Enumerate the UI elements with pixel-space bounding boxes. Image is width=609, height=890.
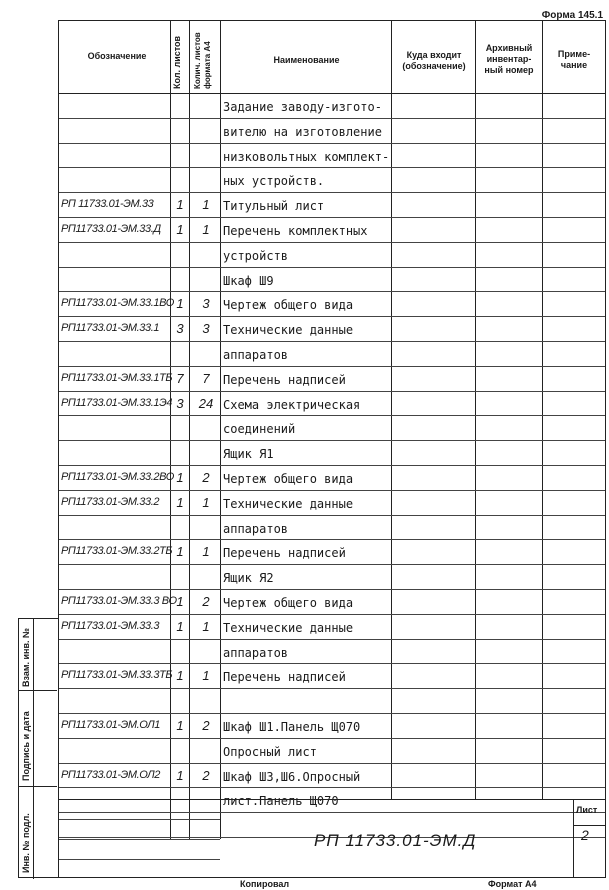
row-sheets-count: 1 <box>176 594 184 609</box>
row-designation: РП11733.01-ЭМ.33.3 ВО <box>61 595 177 607</box>
row-sheets-count: 1 <box>176 494 184 510</box>
row-designation: РП11733.01-ЭМ.ОЛ1 <box>61 719 160 731</box>
row-sheets-count: 3 <box>176 395 184 411</box>
sidebar-replace-inv: Взам. инв. № <box>21 627 31 687</box>
row-designation: РП11733.01-ЭМ.33.3ТБ <box>61 669 173 682</box>
row-sheets-count: 1 <box>176 544 184 560</box>
row-designation: РП11733.01-ЭМ.33.Д <box>61 223 161 235</box>
row-name: Шкаф Ш9 <box>223 273 274 288</box>
row-designation: РП11733.01-ЭМ.33.3 <box>61 619 160 632</box>
row-sheets-a4: 1 <box>202 494 210 510</box>
row-sheets-count: 7 <box>176 370 184 386</box>
form-label: Форма 145.1 <box>541 10 603 21</box>
row-name: Чертеж общего вида <box>223 472 354 486</box>
row-name: Перечень надписей <box>223 670 346 685</box>
sidebar-inv-orig: Инв. № подл. <box>21 813 31 873</box>
row-sheets-a4: 2 <box>202 718 210 733</box>
row-name: низковольтных комплект- <box>223 149 390 164</box>
row-sheets-a4: 2 <box>202 594 210 609</box>
row-sheets-count: 3 <box>176 321 184 337</box>
specification-table <box>58 20 606 878</box>
header-designation: Обозначение <box>87 51 147 61</box>
row-name: Технические данные <box>223 496 354 511</box>
row-sheets-count: 1 <box>176 618 184 634</box>
header-name: Наименование <box>273 55 340 65</box>
row-name: соединений <box>223 422 296 437</box>
row-name: Чертеж общего вида <box>223 298 354 313</box>
row-name: вителю на изготовление <box>223 124 382 139</box>
row-sheets-count: 1 <box>176 767 184 783</box>
row-sheets-count: 1 <box>176 197 184 213</box>
row-designation: РП11733.01-ЭМ.33.1ВО <box>61 297 174 310</box>
row-name: Ящик Я1 <box>223 447 274 462</box>
row-sheets-a4: 3 <box>202 321 210 337</box>
row-sheets-count: 1 <box>176 222 184 237</box>
row-designation: РП11733.01-ЭМ.33.1 <box>61 322 160 335</box>
row-designation: РП11733.01-ЭМ.33.2 <box>61 495 160 508</box>
row-name: устройств <box>223 248 289 263</box>
row-sheets-a4: 7 <box>202 370 210 386</box>
row-sheets-a4: 1 <box>202 618 210 634</box>
row-designation: РП11733.01-ЭМ.33.1ТБ <box>61 371 173 384</box>
row-name: ных устройств. <box>223 174 325 189</box>
row-name: Перечень надписей <box>223 546 346 561</box>
row-name: Задание заводу-изгото- <box>223 100 382 114</box>
header-where-used: Куда входит (обозначение) <box>402 50 466 71</box>
row-sheets-count: 1 <box>176 718 184 733</box>
row-sheets-count: 1 <box>176 296 184 312</box>
header-sheets-a4: Колич. листов формата А4 <box>193 32 212 89</box>
row-name: Шкаф Ш3,Ш6.Опросный <box>223 769 361 784</box>
row-designation: РП11733.01-ЭМ.ОЛ2 <box>61 768 160 781</box>
row-sheets-a4: 1 <box>202 197 210 213</box>
row-name: аппаратов <box>223 645 289 660</box>
row-name: Технические данные <box>223 323 354 338</box>
row-sheets-count: 1 <box>176 470 184 485</box>
sheet-number: 2 <box>581 827 590 843</box>
footer-format: Формат А4 <box>488 879 537 889</box>
row-sheets-a4: 3 <box>202 296 210 312</box>
row-name: лист.Панель Щ070 <box>223 794 339 809</box>
row-sheets-a4: 2 <box>202 767 210 783</box>
row-name: аппаратов <box>223 521 289 536</box>
row-name: Технические данные <box>223 620 354 635</box>
row-sheets-a4: 1 <box>202 222 210 237</box>
footer-copied: Копировал <box>240 879 290 889</box>
row-designation: РП11733.01-ЭМ.33.2ТБ <box>61 545 173 558</box>
row-name: Титульный лист <box>223 199 325 214</box>
row-designation: РП11733.01-ЭМ.33.2ВО <box>61 471 174 483</box>
row-sheets-a4: 2 <box>202 470 210 485</box>
sheet-label: Лист <box>576 805 598 815</box>
row-sheets-a4: 24 <box>198 395 214 411</box>
row-name: Перечень надписей <box>223 372 346 387</box>
row-sheets-a4: 1 <box>202 544 210 560</box>
row-name: Чертеж общего вида <box>223 596 354 610</box>
row-sheets-count: 1 <box>176 668 184 684</box>
header-sheets-count: Кол. листов <box>172 35 182 89</box>
header-note: Приме- чание <box>557 49 591 70</box>
row-sheets-a4: 1 <box>202 668 210 684</box>
row-name: Ящик Я2 <box>223 571 274 586</box>
row-name: Перечень комплектных <box>223 224 368 238</box>
header-archive: Архивный инвентар- ный номер <box>484 43 534 75</box>
row-name: Опросный лист <box>223 744 317 759</box>
sidebar-sign-date: Подпись и дата <box>21 711 31 781</box>
approval-sidebar <box>18 618 58 878</box>
row-name: Шкаф Ш1.Панель Щ070 <box>223 720 361 734</box>
row-name: Схема электрическая <box>223 397 361 412</box>
row-name: аппаратов <box>223 348 289 362</box>
document-code: РП 11733.01-ЭМ.Д <box>314 831 477 850</box>
row-designation: РП 11733.01-ЭМ.33 <box>61 198 154 211</box>
row-designation: РП11733.01-ЭМ.33.1Э4 <box>61 396 173 409</box>
